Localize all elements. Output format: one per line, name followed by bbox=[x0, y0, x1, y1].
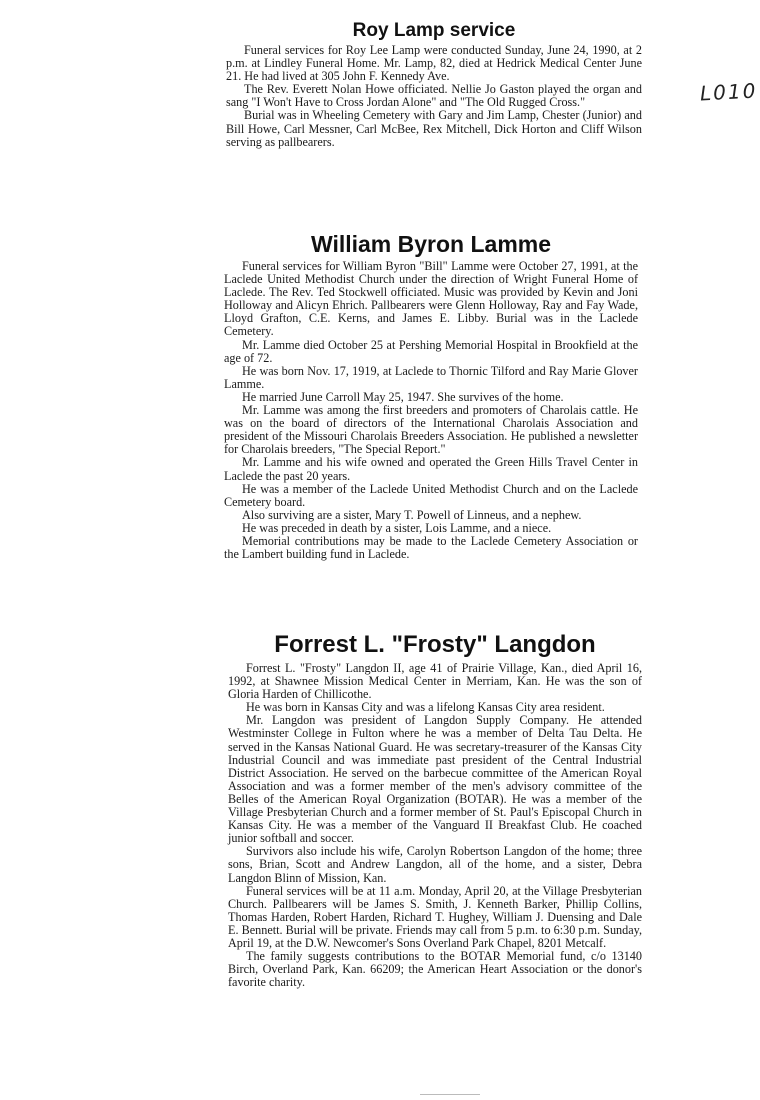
paragraph: Forrest L. "Frosty" Langdon II, age 41 of Prairie Village, Kan., died April 16, 1992, at Shawnee Mission Medical Center in Merriam, Kan. He was the son of Gloria Harden of Chillicothe. bbox=[228, 661, 642, 702]
paragraph: The Rev. Everett Nolan Howe officiated. Nellie Jo Gaston played the organ and sang "I Won't Have to Cross Jordan Alone" and "The Old Rugged Cross." bbox=[226, 82, 642, 110]
paragraph: Burial was in Wheeling Cemetery with Gary and Jim Lamp, Chester (Junior) and Bill Howe, Carl Messner, Carl McBee, Rex Mitchell, Dick Horton and Cliff Wilson serving as pallbearers. bbox=[226, 108, 642, 149]
paragraph: Mr. Lamme died October 25 at Pershing Memorial Hospital in Brookfield at the age of 72. bbox=[224, 337, 638, 365]
headline: Forrest L. "Frosty" Langdon bbox=[274, 631, 596, 658]
paragraph: He was born in Kansas City and was a lifelong Kansas City area resident. bbox=[246, 700, 605, 715]
article-forrest-langdon bbox=[228, 631, 642, 989]
paragraph: Also surviving are a sister, Mary T. Powell of Linneus, and a nephew. bbox=[242, 507, 582, 522]
article-william-lamme bbox=[224, 230, 638, 561]
paragraph: He was a member of the Laclede United Methodist Church and on the Laclede Cemetery board. bbox=[224, 481, 638, 509]
paragraph: Funeral services for Roy Lee Lamp were conducted Sunday, June 24, 1990, at 2 p.m. at Lindley Funeral Home. Mr. Lamp, 82, died at Hedrick Medical Center June 21. He had lived at 305 John F. Kennedy Ave. bbox=[226, 43, 642, 84]
paragraph: The family suggests contributions to the BOTAR Memorial fund, c/o 13140 Birch, Overland Park, Kan. 66209; the American Heart Association or the donor's favorite charity. bbox=[228, 949, 642, 990]
article-roy-lamp bbox=[226, 20, 642, 149]
paragraph: He was born Nov. 17, 1919, at Laclede to Thornic Tilford and Ray Marie Glover Lamme. bbox=[224, 363, 638, 391]
paragraph: He married June Carroll May 25, 1947. She survives of the home. bbox=[242, 389, 564, 404]
paragraph: Memorial contributions may be made to the Laclede Cemetery Association or the Lambert building fund in Laclede. bbox=[224, 533, 638, 562]
headline: William Byron Lamme bbox=[310, 231, 552, 257]
paragraph: Mr. Lamme was among the first breeders and promoters of Charolais cattle. He was on the board of directors of the International Charolais Association and president of the Missouri Charolais Breeders Association. He published a newsletter for Charolais breeders, "The Special Report." bbox=[224, 403, 638, 457]
paragraph: Funeral services for William Byron "Bill" Lamme were October 27, 1991, at the Laclede United Methodist Church under the direction of Wright Funeral Home of Laclede. The Rev. Ted Stockwell officiated. Music was provided by Kevin and Joni Holloway and Alicyn Ehrich. Pallbearers were Glenn Holloway, Ray and Fay Wade, Lloyd Grafton, C.E. Kerns, and James E. Libby. Burial was in the Laclede Cemetery. bbox=[224, 259, 638, 339]
scan-edge-mark bbox=[420, 1094, 480, 1095]
paragraph: Funeral services will be at 11 a.m. Monday, April 20, at the Village Presbyterian Church. Pallbearers will be James S. Smith, J. Kenneth Barker, Phillip Collins, Thomas Harden, Robert Harden, Richard T. Hughey, William J. Duensing and Dale E. Bennett. Burial will be private. Friends may call from 5 p.m. to 6:30 p.m. Sunday, April 19, at the D.W. Newcomer's Sons Overland Park Chapel, 8201 Metcalf. bbox=[228, 883, 642, 950]
paragraph: Mr. Lamme and his wife owned and operated the Green Hills Travel Center in Laclede the past 20 years. bbox=[224, 455, 638, 483]
headline: Roy Lamp service bbox=[352, 20, 516, 41]
paragraph: Survivors also include his wife, Carolyn Robertson Langdon of the home; three sons, Brian, Scott and Andrew Langdon, all of the home, and a sister, Debra Langdon Blinn of Mission, Kan. bbox=[228, 844, 642, 885]
paragraph: Mr. Langdon was president of Langdon Supply Company. He attended Westminster College in Fulton where he was a member of Delta Tau Delta. He served in the Kansas National Guard. He was secretary-treasurer of the Kansas City Industrial Council and was immediate past president of the Central Industrial District Association. He served on the barbecue committee of the American Royal Association and was a former member of the men's advisory committee of the Belles of the American Royal Organization (BOTAR). He was a member of the Village Presbyterian Church and a former member of St. Paul's Episcopal Church in Kansas City. He was a member of the Vanguard II Breakfast Club. He coached junior softball and soccer. bbox=[228, 713, 642, 846]
paragraph: He was preceded in death by a sister, Lois Lamme, and a niece. bbox=[242, 520, 552, 535]
handwritten-annotation: L010 bbox=[699, 78, 758, 106]
